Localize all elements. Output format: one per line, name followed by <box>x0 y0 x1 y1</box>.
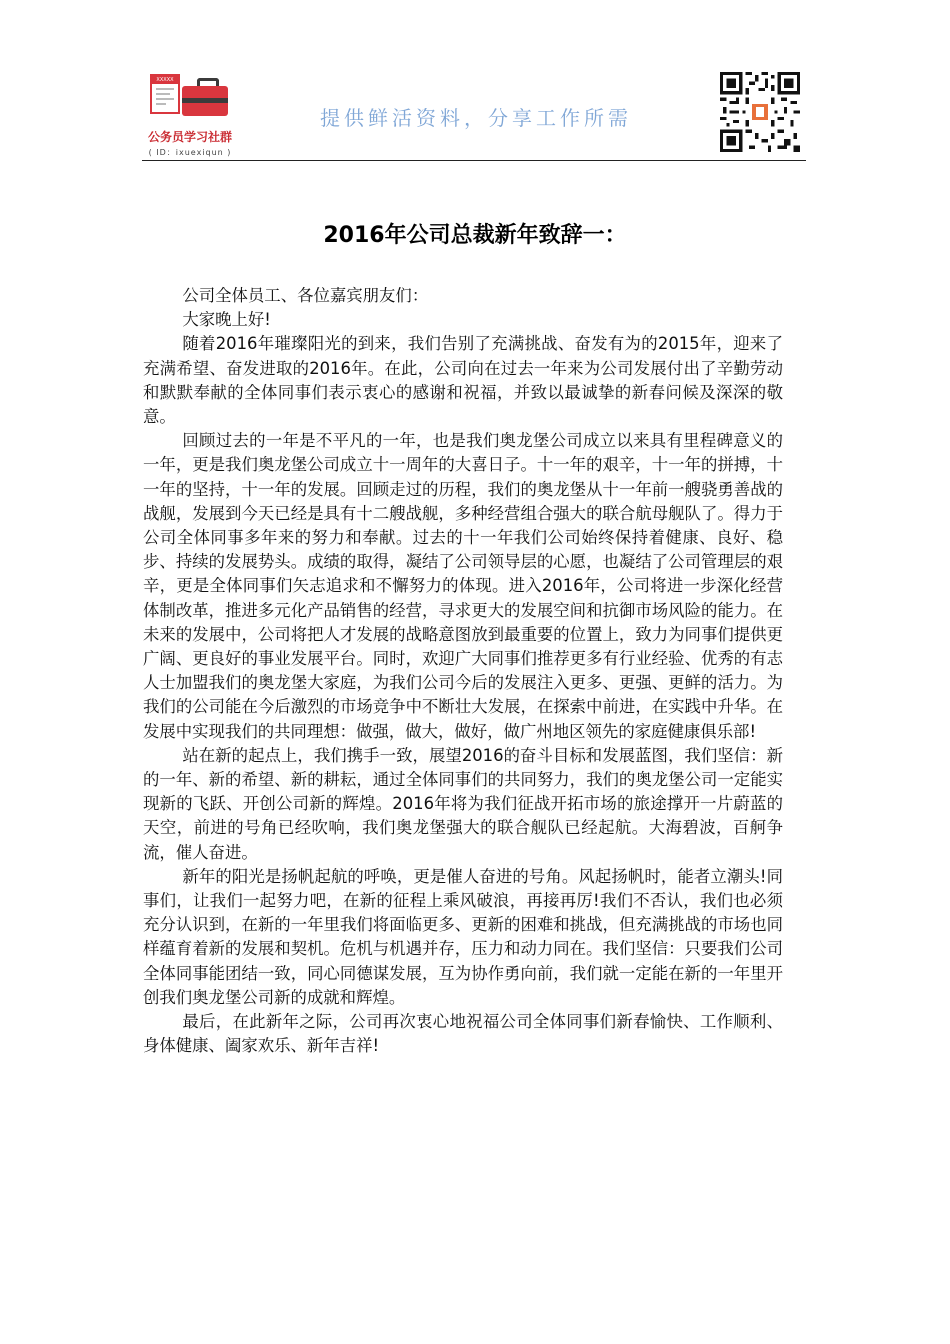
header-divider <box>142 160 806 161</box>
document-label: XXXXX <box>152 76 178 84</box>
salutation: 公司全体员工、各位嘉宾朋友们： <box>182 286 429 305</box>
paragraph: 站在新的起点上，我们携手一致，展望2016的奋斗目标和发展蓝图，我们坚信：新的一年、新的希望、新的耕耘，通过全体同事们的共同努力，我们的奥龙堡公司一定能实现新的飞跃、开创公司新的辉煌。2016年将为我们征战开拓市场的旅途撑开一片蔚蓝的天空，前进的号角已经吹响，我们奥龙堡强大的联合舰队已经起航。大海碧波，百舸争流，催人奋进。 <box>143 745 783 862</box>
logo-subtitle: ( ID：ixuexiqun ) <box>148 148 232 157</box>
community-logo <box>142 70 242 160</box>
header-slogan: 提供鲜活资料，分享工作所需 <box>320 106 632 130</box>
document-title: 2016年公司总裁新年致辞一： <box>323 223 627 248</box>
briefcase-band <box>182 98 228 103</box>
page-header <box>142 70 806 160</box>
paragraph: 回顾过去的一年是不平凡的一年，也是我们奥龙堡公司成立以来具有里程碑意义的一年，更是我们奥龙堡公司成立十一周年的大喜日子。十一年的艰辛，十一年的拼搏，十一年的坚持，十一年的发展。回顾走过的历程，我们的奥龙堡从十一年前一艘骁勇善战的战舰，发展到今天已经是具有十二艘战舰，多种经营组合强大的联合航母舰队了。得力于公司全体同事多年来的努力和奉献。过去的十一年我们公司始终保持着健康、良好、稳步、持续的发展势头。成绩的取得，凝结了公司领导层的心愿，也凝结了公司管理层的艰辛，更是全体同事们矢志追求和不懈努力的体现。进入2016年，公司将进一步深化经营体制改革，推进多元化产品销售的经营，寻求更大的发展空间和抗御市场风险的能力。在未来的发展中，公司将把人才发展的战略意图放到最重要的位置上，致力为同事们提供更广阔、更良好的事业发展平台。同时，欢迎广大同事们推荐更多有行业经验、优秀的有志人士加盟我们的奥龙堡大家庭，为我们公司今后的发展注入更多、更强、更鲜的活力。为我们的公司能在今后激烈的市场竞争中不断壮大发展，在探索中前进，在实践中升华。在发展中实现我们的共同理想：做强，做大，做好，做广州地区领先的家庭健康俱乐部! <box>143 431 783 741</box>
document-icon <box>150 74 180 114</box>
greeting: 大家晚上好! <box>182 310 271 330</box>
paragraph: 新年的阳光是扬帆起航的呼唤，更是催人奋进的号角。风起扬帆时，能者立潮头!同事们，让我们一起努力吧，在新的征程上乘风破浪，再接再厉!我们不否认，我们也必须充分认识到，在新的一年里我们将面临更多、更新的困难和挑战，但充满挑战的市场也同样蕴育着新的发展和契机。危机与机遇并存，压力和动力同在。我们坚信：只要我们公司全体同事能团结一致，同心同德谋发展，互为协作勇向前，我们就一定能在新的一年里开创我们奥龙堡公司新的成就和辉煌。 <box>143 866 783 1007</box>
logo-title: 公务员学习社群 <box>147 130 232 144</box>
closing-paragraph: 最后，在此新年之际，公司再次衷心地祝福公司全体同事们新春愉快、工作顺利、身体健康、阖家欢乐、新年吉祥! <box>143 1012 783 1056</box>
document-body <box>143 284 783 1059</box>
qr-code-icon <box>720 72 800 152</box>
paragraph: 随着2016年璀璨阳光的到来，我们告别了充满挑战、奋发有为的2015年，迎来了充满希望、奋发进取的2016年。在此，公司向在过去一年来为公司发展付出了辛勤劳动和默默奉献的全体同事们表示衷心的感谢和祝福，并致以最诚挚的新春问候及深深的敬意。 <box>143 334 783 427</box>
